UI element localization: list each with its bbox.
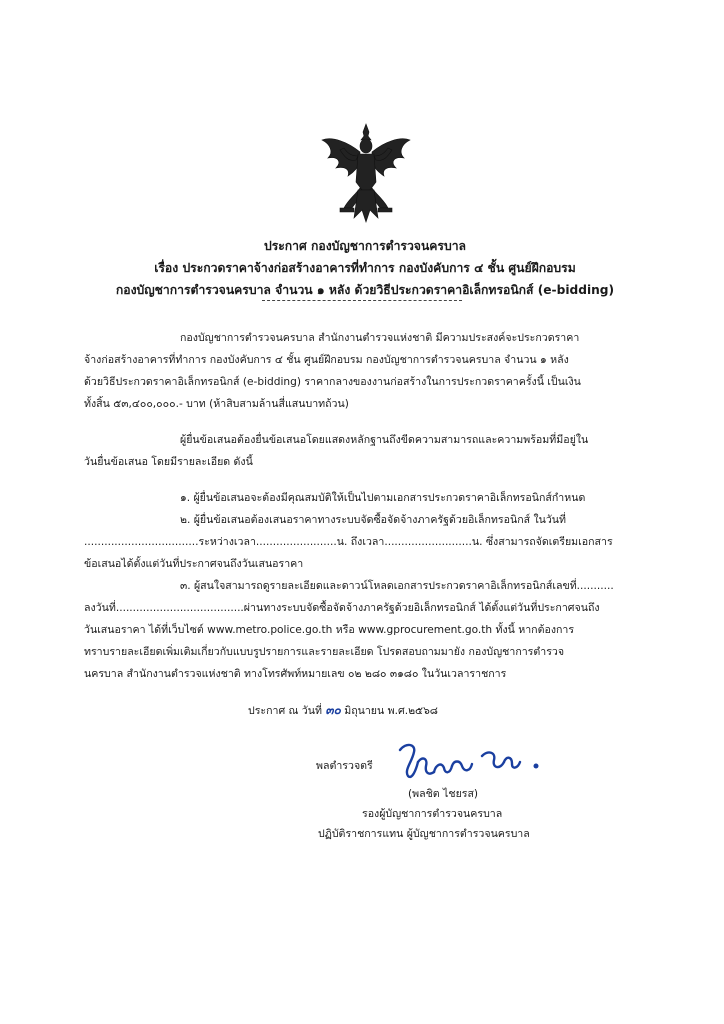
item-3-line-3: วันเสนอราคา ได้ที่เว็บไซต์ www.metro.police.go.th หรือ www.gprocurement.go.th ทั้งนี้ หากต้องการ (84, 624, 575, 636)
date-prefix: ประกาศ ณ วันที่ (248, 705, 322, 717)
announcement-date (248, 702, 438, 719)
item-3-line-5: นครบาล สำนักงานตำรวจแห่งชาติ ทางโทรศัพท์หมายเลข ๐๒ ๒๘๐ ๓๑๘๐ ในวันเวลาราชการ (84, 668, 507, 680)
signatory-acting-for: ปฏิบัติราชการแทน ผู้บัญชาการตำรวจนครบาล (318, 828, 530, 840)
item-3-line-4: ทราบรายละเอียดเพิ่มเติมเกี่ยวกับแบบรูปรายการและรายละเอียด โปรดสอบถามมายัง กองบัญชาการตำรวจ (84, 646, 565, 658)
heading-divider (262, 300, 462, 301)
garuda-emblem-icon (318, 122, 414, 226)
announcement-title: ประกาศ กองบัญชาการตำรวจนครบาล (263, 239, 467, 253)
signatory-position: รองผู้บัญชาการตำรวจนครบาล (362, 808, 503, 820)
item-2-line-2: ..................................ระหว่างเวลา........................น. ถึงเวลา..........................น. ซึ่งสามารถจัดเตรียมเอกสาร (84, 536, 613, 548)
item-2-line-3: ข้อเสนอได้ตั้งแต่วันที่ประกาศจนถึงวันเสนอราคา (84, 558, 304, 570)
item-2-line-1: ๒. ผู้ยื่นข้อเสนอต้องเสนอราคาทางระบบจัดซื้อจัดจ้างภาครัฐด้วยอิเล็กทรอนิกส์ ในวันที่ (180, 514, 567, 526)
date-day: ๓๐ (325, 703, 341, 717)
signatory-rank: พลตำรวจตรี (316, 760, 373, 772)
handwritten-signature (392, 736, 552, 786)
paragraph-1-line-4: ทั้งสิ้น ๕๓,๔๐๐,๐๐๐.- บาท (ห้าสิบสามล้านสี่แสนบาทถ้วน) (84, 398, 349, 410)
announcement-subject-line-1: เรื่อง ประกวดราคาจ้างก่อสร้างอาคารที่ทำการ กองบังคับการ ๔ ชั้น ศูนย์ฝึกอบรม (154, 261, 576, 275)
paragraph-1-line-3: ด้วยวิธีประกวดราคาอิเล็กทรอนิกส์ (e-bidding) ราคากลางของงานก่อสร้างในการประกวดราคาครั้งนี้ เป็นเงิน (84, 376, 581, 388)
paragraph-2-line-2: วันยื่นข้อเสนอ โดยมีรายละเอียด ดังนี้ (84, 456, 253, 468)
date-month-year: มิถุนายน พ.ศ.๒๕๖๘ (344, 705, 438, 717)
item-3-line-1: ๓. ผู้สนใจสามารถดูรายละเอียดและดาวน์โหลดเอกสารประกวดราคาอิเล็กทรอนิกส์เลขที่........... (180, 580, 614, 592)
item-3-line-2: ลงวันที่......................................ผ่านทางระบบจัดซื้อจัดจ้างภาครัฐด้วยอิเล็กทรอนิกส์ ได้ตั้งแต่วันที่ประกาศจนถึง (84, 602, 600, 614)
paragraph-2-line-1: ผู้ยื่นข้อเสนอต้องยื่นข้อเสนอโดยแสดงหลักฐานถึงขีดความสามารถและความพร้อมที่มีอยู่ใน (180, 434, 589, 446)
signatory-name: (พลชิต ไชยรส) (408, 788, 479, 800)
announcement-subject-line-2: กองบัญชาการตำรวจนครบาล จำนวน ๑ หลัง ด้วยวิธีประกวดราคาอิเล็กทรอนิกส์ (e-bidding) (115, 283, 615, 297)
paragraph-1-line-2: จ้างก่อสร้างอาคารที่ทำการ กองบังคับการ ๔ ชั้น ศูนย์ฝึกอบรม กองบัญชาการตำรวจนครบาล จำนวน ๑ หลัง (84, 354, 569, 366)
item-1: ๑. ผู้ยื่นข้อเสนอจะต้องมีคุณสมบัติให้เป็นไปตามเอกสารประกวดราคาอิเล็กทรอนิกส์กำหนด (180, 492, 586, 504)
paragraph-1-line-1: กองบัญชาการตำรวจนครบาล สำนักงานตำรวจแห่งชาติ มีความประสงค์จะประกวดราคา (180, 332, 580, 344)
